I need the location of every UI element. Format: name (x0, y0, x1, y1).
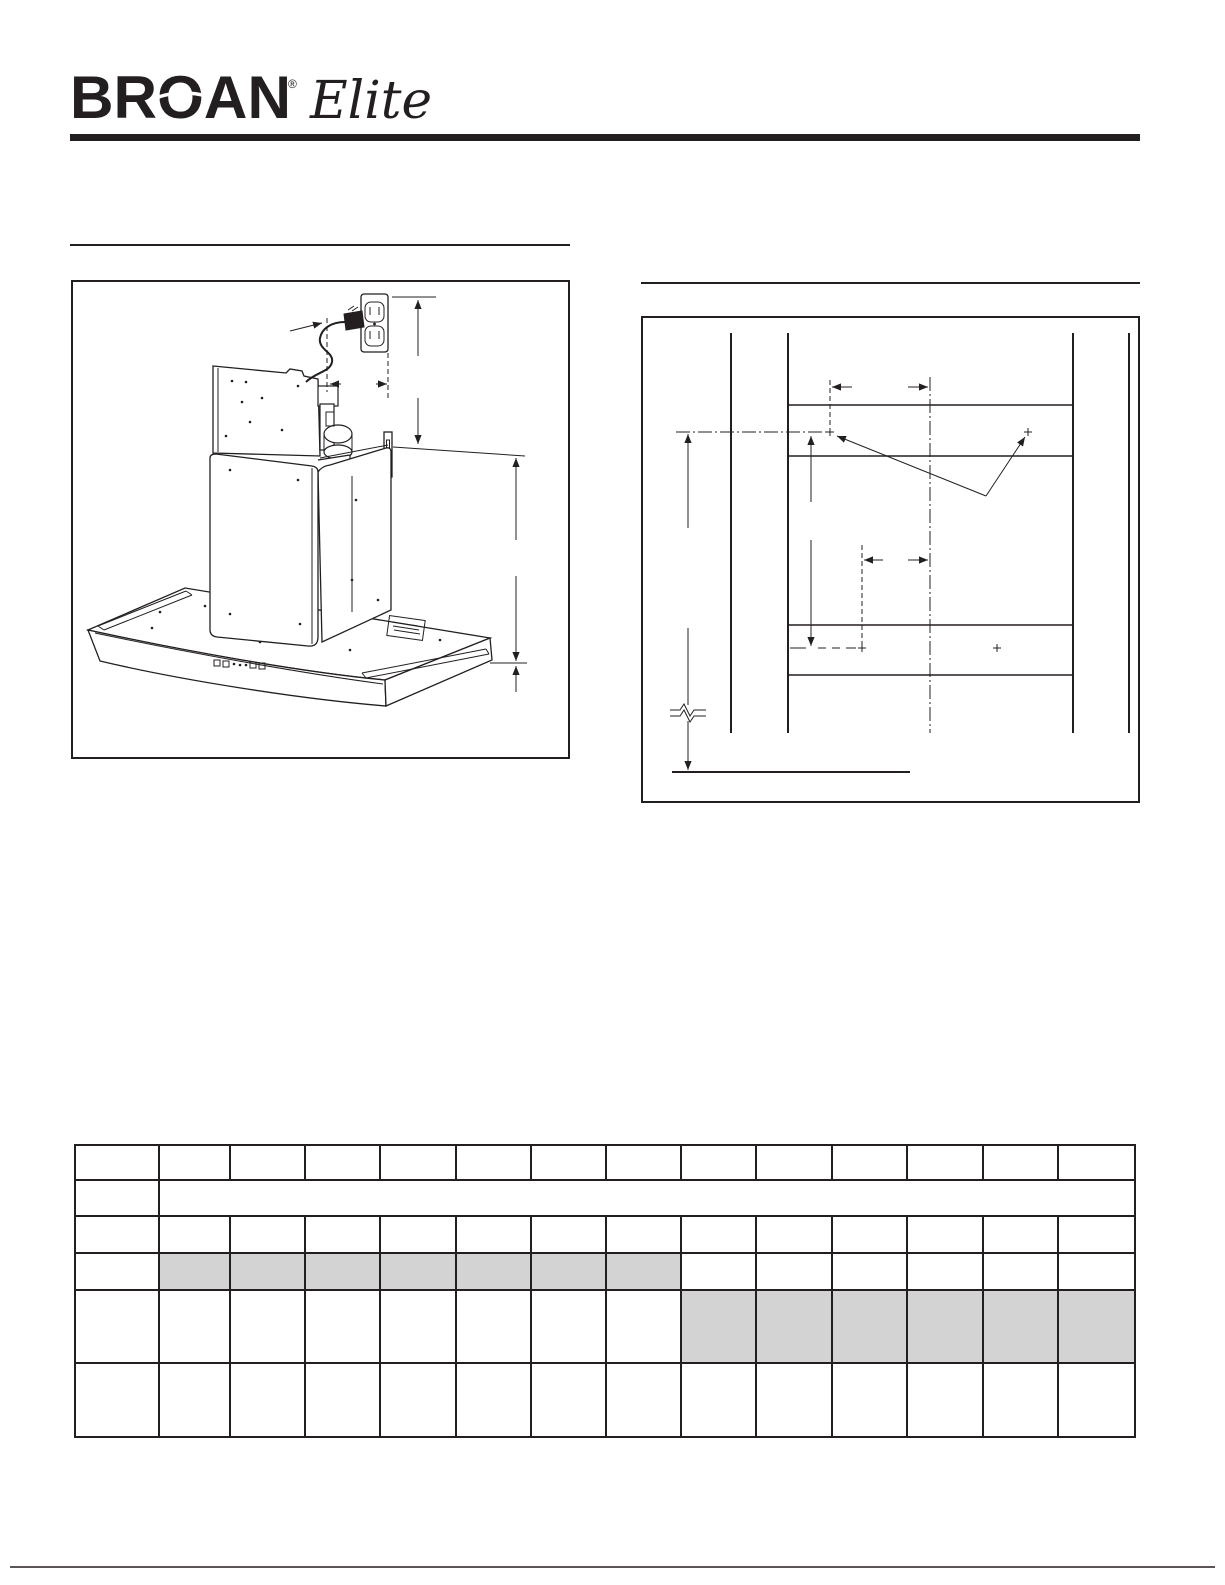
table-row (75, 1216, 1135, 1253)
table-cell (380, 1145, 456, 1180)
table-cell (230, 1363, 305, 1437)
table-cell (380, 1290, 456, 1363)
table-cell (1058, 1216, 1135, 1253)
table-cell (983, 1216, 1058, 1253)
table-cell-shaded (159, 1253, 230, 1290)
table-cell (756, 1145, 832, 1180)
table-cell (230, 1216, 305, 1253)
table-cell (380, 1216, 456, 1253)
table-cell-shaded (907, 1290, 983, 1363)
table-cell (305, 1145, 380, 1180)
table-cell (159, 1363, 230, 1437)
chimney-front-face (210, 454, 318, 646)
table-cell (832, 1253, 907, 1290)
table-cell (681, 1253, 756, 1290)
mounting-hole-marks (826, 428, 1032, 652)
table-cell (832, 1216, 907, 1253)
row-label-cell (75, 1145, 159, 1180)
spec-table-body (75, 1145, 1135, 1437)
table-cell (983, 1145, 1058, 1180)
table-cell (907, 1363, 983, 1437)
table-cell-shaded (456, 1253, 531, 1290)
table-row (75, 1145, 1135, 1180)
row-label-cell (75, 1290, 159, 1363)
table-cell (230, 1145, 305, 1180)
table-cell (531, 1363, 606, 1437)
registered-mark: ® (288, 77, 297, 91)
table-cell (305, 1216, 380, 1253)
lower-chimney (210, 445, 391, 646)
table-row (75, 1363, 1135, 1437)
table-cell (1058, 1253, 1135, 1290)
table-cell (456, 1145, 531, 1180)
table-cell (230, 1290, 305, 1363)
table-row (75, 1180, 1135, 1216)
table-cell (531, 1216, 606, 1253)
table-cell-shaded (305, 1253, 380, 1290)
row-label-cell (75, 1253, 159, 1290)
table-cell (606, 1290, 681, 1363)
table-cell (681, 1145, 756, 1180)
table-cell (1058, 1363, 1135, 1437)
table-cell (159, 1145, 230, 1180)
merged-cell (159, 1180, 1135, 1216)
table-cell-shaded (380, 1253, 456, 1290)
spec-table (74, 1144, 1136, 1438)
row-label-cell (75, 1180, 159, 1216)
power-cord (306, 322, 345, 382)
table-cell (832, 1363, 907, 1437)
table-cell (380, 1363, 456, 1437)
offset-arrows (832, 387, 928, 560)
right-figure-frame (642, 317, 1139, 802)
table-cell (756, 1363, 832, 1437)
brand-logo (70, 64, 432, 131)
sub-brand-name: Elite (309, 71, 432, 131)
table-cell (531, 1145, 606, 1180)
table-cell (756, 1253, 832, 1290)
table-cell (681, 1363, 756, 1437)
table-cell (456, 1216, 531, 1253)
chimney-side-face (318, 448, 391, 642)
table-cell-shaded (832, 1290, 907, 1363)
table-cell (1058, 1145, 1135, 1180)
table-cell-shaded (983, 1290, 1058, 1363)
table-cell (305, 1363, 380, 1437)
table-cell (681, 1216, 756, 1253)
header-rule (70, 134, 1140, 141)
power-outlet (361, 294, 388, 352)
table-cell (983, 1363, 1058, 1437)
wall-framing-figure (642, 317, 1139, 802)
table-row (75, 1290, 1135, 1363)
brand-name: BROAN (70, 64, 291, 131)
table-cell (907, 1216, 983, 1253)
hood-installation-figure (72, 281, 569, 758)
table-cell (606, 1145, 681, 1180)
table-cell-shaded (531, 1253, 606, 1290)
row-label-cell (75, 1363, 159, 1437)
table-cell (159, 1216, 230, 1253)
table-cell-shaded (681, 1290, 756, 1363)
table-cell (832, 1145, 907, 1180)
table-cell (305, 1290, 380, 1363)
table-cell-shaded (1058, 1290, 1135, 1363)
table-cell (756, 1216, 832, 1253)
vertical-dimensions (688, 434, 811, 770)
table-cell (456, 1363, 531, 1437)
table-cell (606, 1216, 681, 1253)
table-cell (983, 1253, 1058, 1290)
table-row (75, 1253, 1135, 1290)
table-cell-shaded (230, 1253, 305, 1290)
table-cell (907, 1253, 983, 1290)
left-section-rule (70, 244, 570, 246)
table-cell-shaded (606, 1253, 681, 1290)
table-cell-shaded (756, 1290, 832, 1363)
table-cell (907, 1145, 983, 1180)
row-label-cell (75, 1216, 159, 1253)
table-cell (531, 1290, 606, 1363)
leader-arrows (837, 436, 1025, 496)
right-section-rule (641, 282, 1140, 284)
break-symbol (670, 704, 706, 722)
table-cell (606, 1363, 681, 1437)
table-cell (159, 1290, 230, 1363)
table-cell (456, 1290, 531, 1363)
upper-flue-bracket (213, 366, 320, 456)
